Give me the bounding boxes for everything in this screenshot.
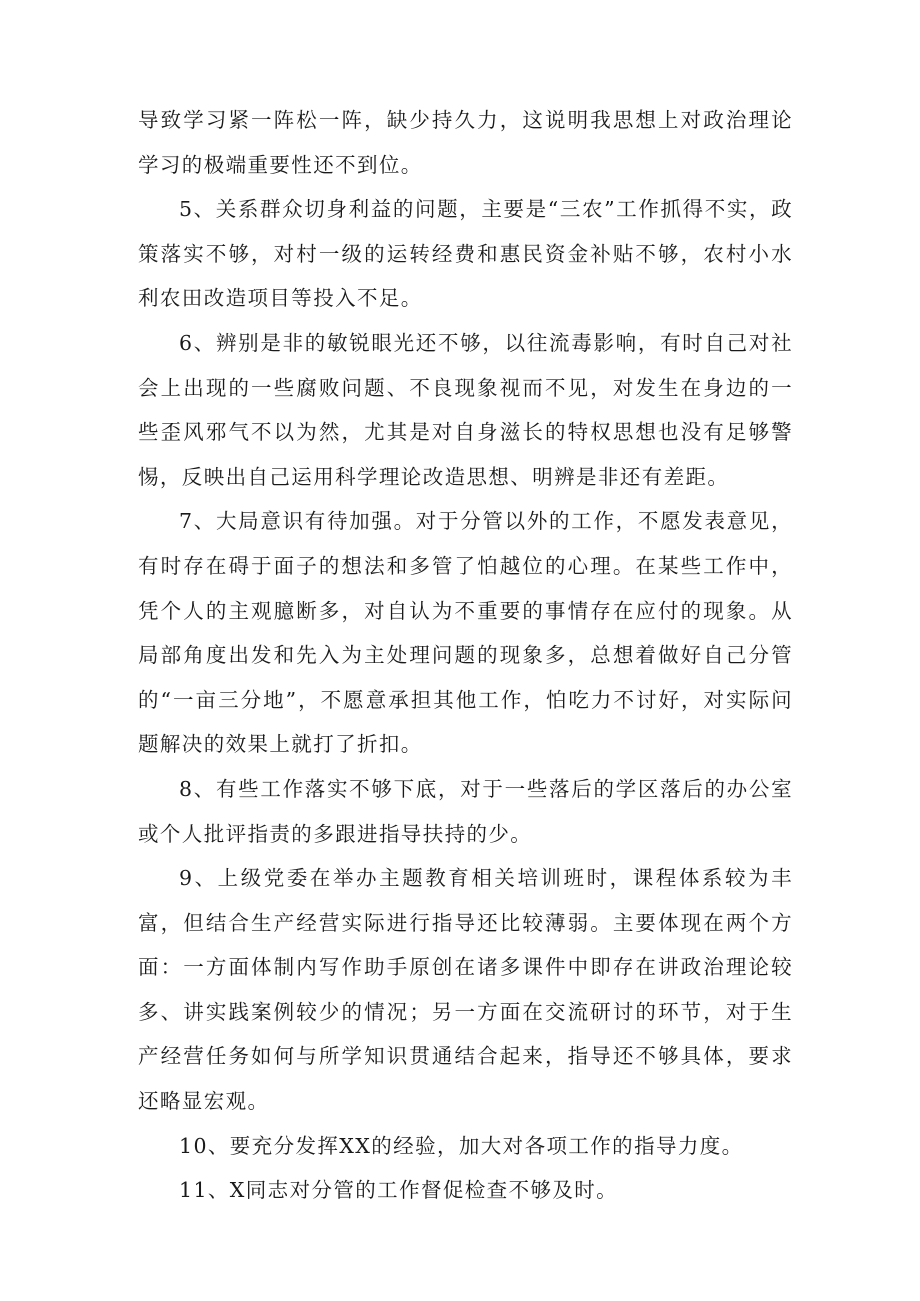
paragraph-item-6: 6、辨别是非的敏锐眼光还不够，以往流毒影响，有时自己对社会上出现的一些腐败问题、不良现象视而不见，对发生在身边的一些歪风邪气不以为然，尤其是对自身滋长的特权思想也没有足够警惕，反映出自己运用科学理论改造思想、明辨是非还有差距。 <box>138 330 793 489</box>
paragraph-item-5: 5、关系群众切身利益的问题，主要是“三农”工作抓得不实，政策落实不够，对村一级的运转经费和惠民资金补贴不够，农村小水利农田改造项目等投入不足。 <box>138 197 793 311</box>
paragraph-item-9: 9、上级党委在举办主题教育相关培训班时，课程体系较为丰富，但结合生产经营实际进行指导还比较薄弱。主要体现在两个方面：一方面体制内写作助手原创在诸多课件中即存在讲政治理论较多、讲实践案例较少的情况；另一方面在交流研讨的环节，对于生产经营任务如何与所学知识贯通结合起来，指导还不够具体，要求还略显宏观。 <box>138 866 793 1114</box>
paragraph-item-10: 10、要充分发挥XX的经验，加大对各项工作的指导力度。 <box>179 1133 744 1158</box>
paragraph-continuation: 导致学习紧一阵松一阵，缺少持久力，这说明我思想上对政治理论学习的极端重要性还不到位。 <box>138 108 793 177</box>
paragraph-item-7: 7、大局意识有待加强。对于分管以外的工作，不愿发表意见，有时存在碍于面子的想法和多管了怕越位的心理。在某些工作中，凭个人的主观臆断多，对自认为不重要的事情存在应付的现象。从局部角度出发和先入为主处理问题的现象多，总想着做好自己分管的“一亩三分地”，不愿意承担其他工作，怕吃力不讨好，对实际问题解决的效果上就打了折扣。 <box>138 509 793 757</box>
paragraph-item-8: 8、有些工作落实不够下底，对于一些落后的学区落后的办公室或个人批评指责的多跟进指导扶持的少。 <box>138 776 793 846</box>
document-body <box>138 98 793 1213</box>
paragraph-item-11: 11、X同志对分管的工作督促检查不够及时。 <box>179 1178 619 1203</box>
